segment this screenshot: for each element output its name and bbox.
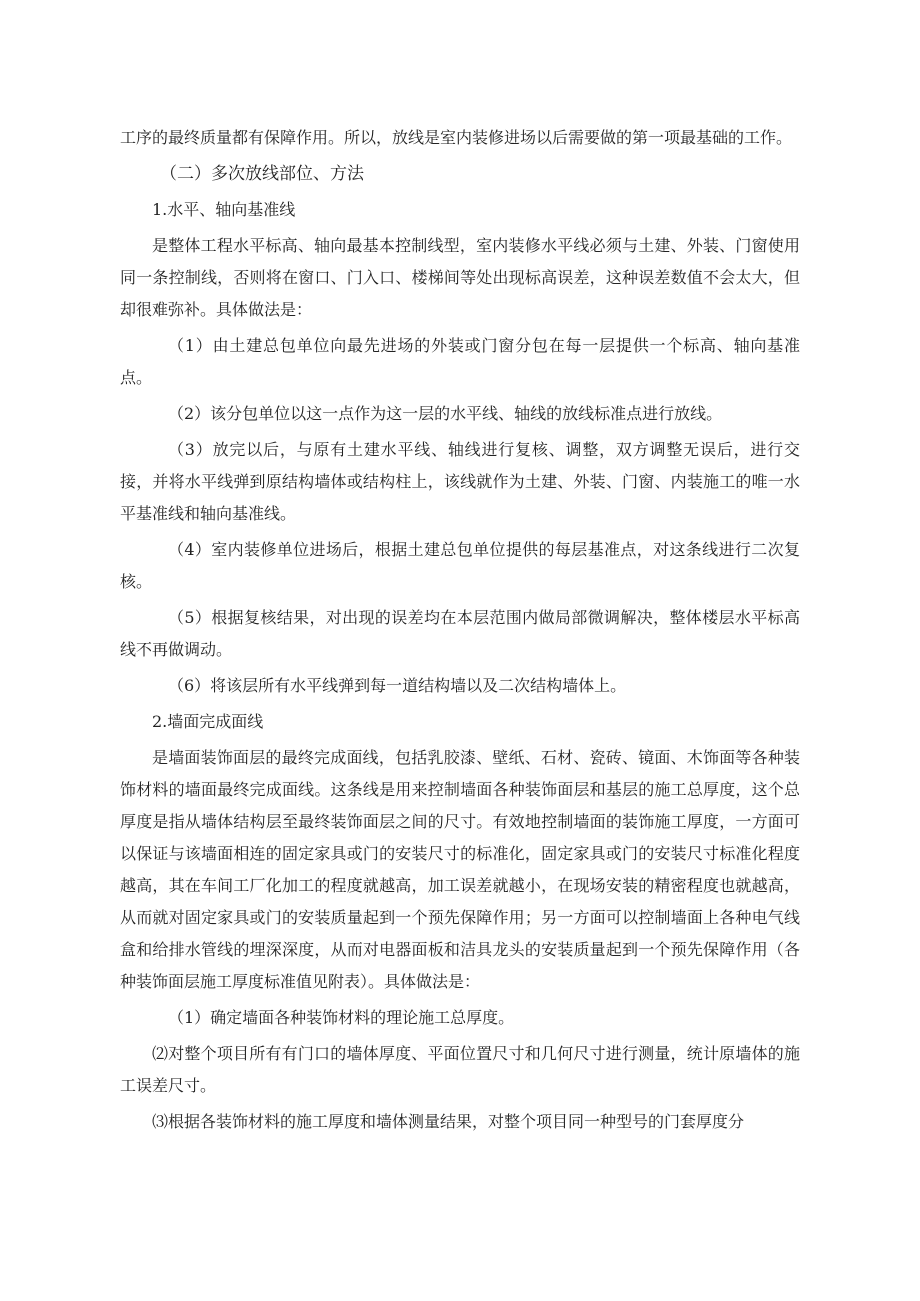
list-item: （5）根据复核结果，对出现的误差均在本层范围内做局部微调解决，整体楼层水平标高线不再做调动。 — [120, 608, 800, 659]
list-item: （4）室内装修单位进场后，根据土建总包单位提供的每层基准点，对这条线进行二次复核。 — [120, 540, 800, 591]
list-item: ⑶根据各装饰材料的施工厚度和墙体测量结果，对整个项目同一种型号的门套厚度分 — [152, 1112, 745, 1131]
list-item: ⑵对整个项目所有有门口的墙体厚度、平面位置尺寸和几何尺寸进行测量，统计原墙体的施工误差尺寸。 — [120, 1044, 800, 1095]
list-item: （6）将该层所有水平线弹到每一道结构墙以及二次结构墙体上。 — [168, 676, 627, 695]
list-item: （1）由土建总包单位向最先进场的外装或门窗分包在每一层提供一个标高、轴向基准点。 — [120, 336, 800, 387]
list-item: （3）放完以后，与原有土建水平线、轴线进行复核、调整，双方调整无误后，进行交接，并将水平线弹到原结构墙体或结构柱上，该线就作为土建、外装、门窗、内装施工的唯一水平基准线和轴向基准线。 — [120, 440, 800, 523]
document-body — [120, 122, 800, 1142]
list-item: （1）确定墙面各种装饰材料的理论施工总厚度。 — [168, 1008, 515, 1027]
subsection-heading: 2.墙面完成面线 — [152, 712, 264, 731]
body-paragraph: 是墙面装饰面层的最终完成面线，包括乳胶漆、壁纸、石材、瓷砖、镜面、木饰面等各种装饰材料的墙面最终完成面线。这条线是用来控制墙面各种装饰面层和基层的施工总厚度，这个总厚度是指从墙体结构层至最终装饰面层之间的尺寸。有效地控制墙面的装饰施工厚度，一方面可以保证与该墙面相连的固定家具或门的安装尺寸的标准化，固定家具或门的安装尺寸标准化程度越高，其在车间工厂化加工的程度就越高，加工误差就越小，在现场安装的精密程度也就越高，从而就对固定家具或门的安装质量起到一个预先保障作用；另一方面可以控制墙面上各种电气线盒和给排水管线的埋深深度，从而对电器面板和洁具龙头的安装质量起到一个预先保障作用（各种装饰面层施工厚度标准值见附表）。具体做法是： — [120, 748, 800, 991]
section-heading: （二）多次放线部位、方法 — [160, 164, 364, 184]
paragraph-continuation: 工序的最终质量都有保障作用。所以，放线是室内装修进场以后需要做的第一项最基础的工作。 — [120, 128, 793, 147]
list-item: （2）该分包单位以这一点作为这一层的水平线、轴线的放线标准点进行放线。 — [168, 404, 723, 423]
body-paragraph: 是整体工程水平标高、轴向最基本控制线型，室内装修水平线必须与土建、外装、门窗使用同一条控制线，否则将在窗口、门入口、楼梯间等处出现标高误差，这种误差数值不会太大，但却很难弥补。具体做法是： — [120, 236, 800, 319]
subsection-heading: 1.水平、轴向基准线 — [152, 200, 296, 219]
